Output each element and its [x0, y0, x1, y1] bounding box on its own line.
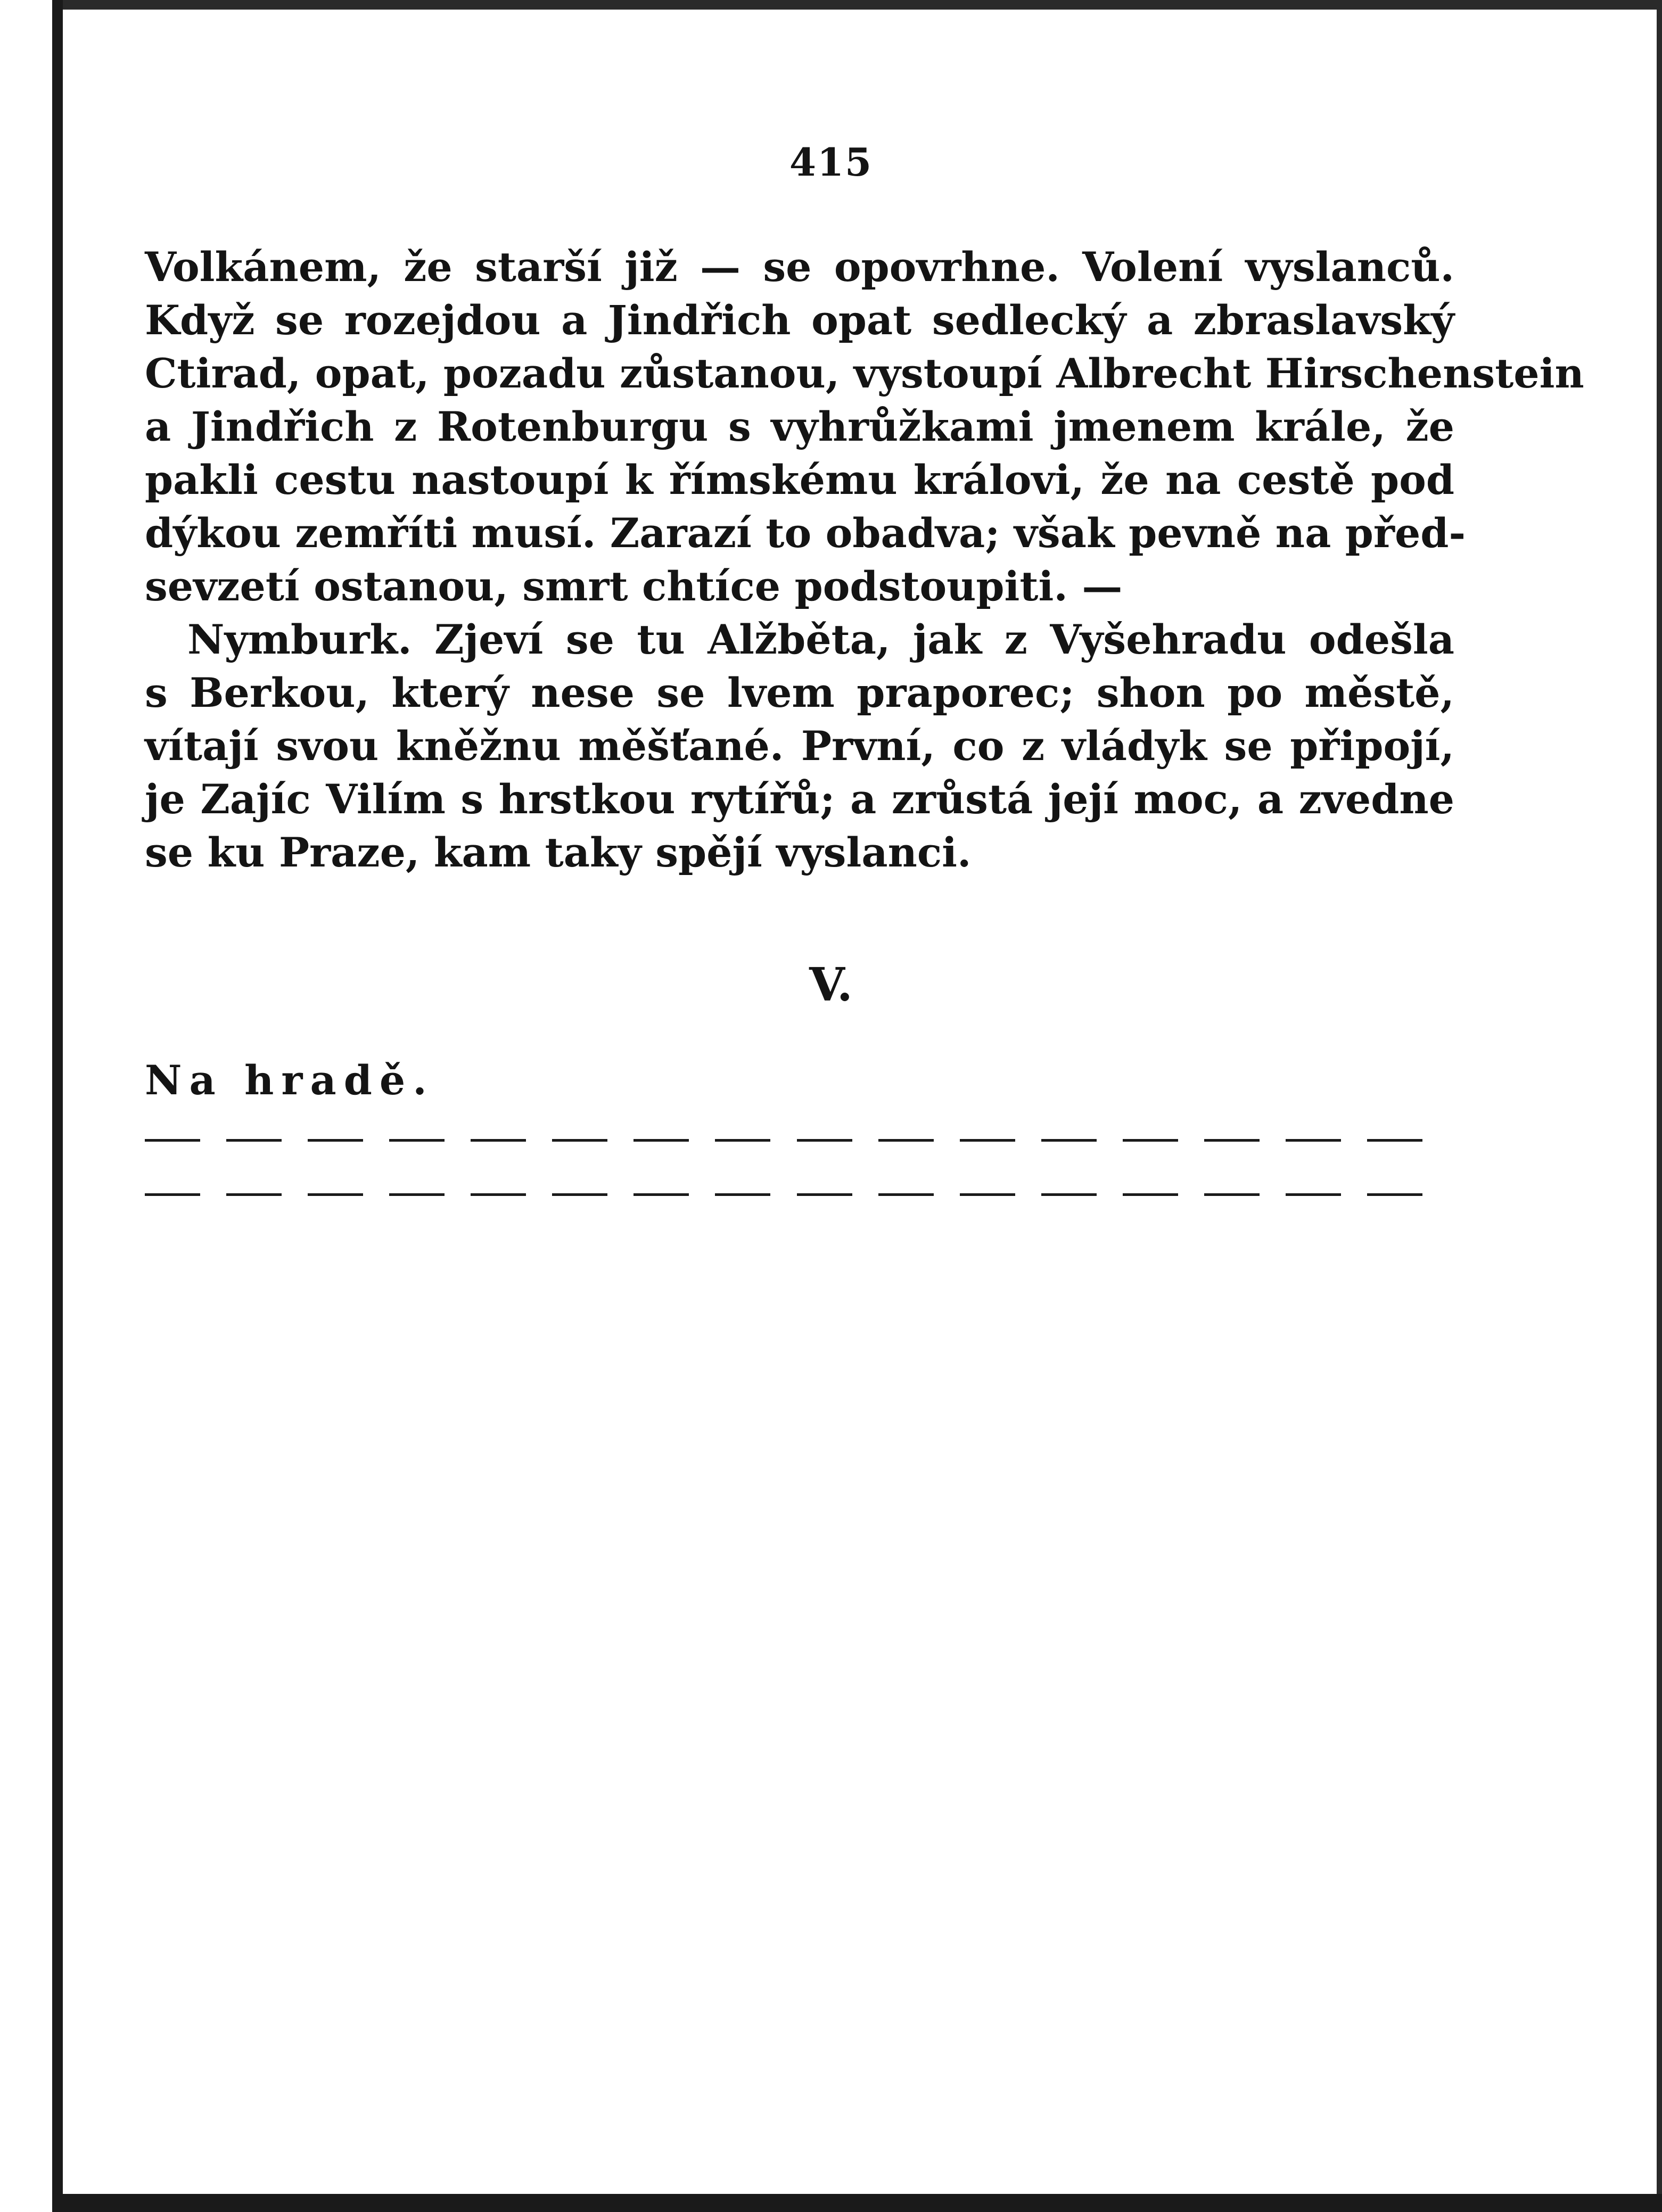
page-right-edge	[1657, 0, 1662, 2212]
dash	[1123, 1139, 1178, 1142]
dash	[633, 1193, 689, 1196]
dash-separator-2	[145, 1193, 1422, 1196]
dash	[633, 1139, 689, 1142]
dash	[226, 1139, 282, 1142]
dash	[1286, 1139, 1341, 1142]
page-bottom-edge	[52, 2194, 1662, 2212]
dash	[1367, 1193, 1422, 1196]
scene-label: Na hradě.	[145, 1057, 434, 1104]
paragraph-2	[145, 613, 1454, 879]
dash	[308, 1139, 363, 1142]
text-line: se ku Praze, kam taky spějí vyslanci.	[145, 829, 972, 876]
text-line: Když se rozejdou a Jindřich opat sedlecký a zbraslavský	[145, 296, 1454, 344]
dash	[145, 1139, 200, 1142]
dash	[308, 1193, 363, 1196]
dash	[389, 1139, 445, 1142]
text-line: je Zajíc Vilím s hrstkou rytířů; a zrůstá její moc, a zvedne	[145, 775, 1454, 823]
dash	[797, 1193, 852, 1196]
text-line: dýkou zemříti musí. Zarazí to obadva; však pevně na před-	[145, 509, 1466, 557]
dash	[389, 1193, 445, 1196]
page-number: 415	[789, 139, 873, 185]
dash	[1123, 1193, 1178, 1196]
dash	[552, 1193, 607, 1196]
dash	[878, 1193, 934, 1196]
dash	[797, 1139, 852, 1142]
dash	[715, 1193, 770, 1196]
text-line: pakli cestu nastoupí k římskému královi, že na cestě pod	[145, 456, 1454, 504]
dash	[471, 1139, 526, 1142]
text-line: s Berkou, který nese se lvem praporec; shon po městě,	[145, 669, 1454, 716]
dash	[1286, 1193, 1341, 1196]
paragraph-1	[145, 241, 1584, 613]
section-heading: V.	[809, 958, 853, 1012]
dash	[1204, 1193, 1260, 1196]
text-line: sevzetí ostanou, smrt chtíce podstoupiti. —	[145, 563, 1123, 610]
dash	[145, 1193, 200, 1196]
dash	[1367, 1139, 1422, 1142]
text-line: Volkánem, že starší již — se opovrhne. Volení vyslanců.	[145, 243, 1454, 291]
dash	[1204, 1139, 1260, 1142]
text-line: vítají svou kněžnu měšťané. První, co z vládyk se připojí,	[145, 722, 1454, 770]
text-line: Ctirad, opat, pozadu zůstanou, vystoupí Albrecht Hirschenstein	[145, 350, 1584, 397]
dash	[1041, 1193, 1097, 1196]
text-line: Nymburk. Zjeví se tu Alžběta, jak z Vyšehradu odešla	[187, 616, 1454, 663]
dash	[226, 1193, 282, 1196]
page-left-edge	[52, 0, 63, 2212]
dash-separator-1	[145, 1139, 1422, 1142]
page-top-edge	[52, 0, 1662, 10]
dash	[715, 1139, 770, 1142]
text-line: a Jindřich z Rotenburgu s vyhrůžkami jmenem krále, že	[145, 403, 1454, 450]
dash	[878, 1139, 934, 1142]
dash	[471, 1193, 526, 1196]
dash	[960, 1139, 1015, 1142]
dash	[960, 1193, 1015, 1196]
dash	[1041, 1139, 1097, 1142]
dash	[552, 1139, 607, 1142]
